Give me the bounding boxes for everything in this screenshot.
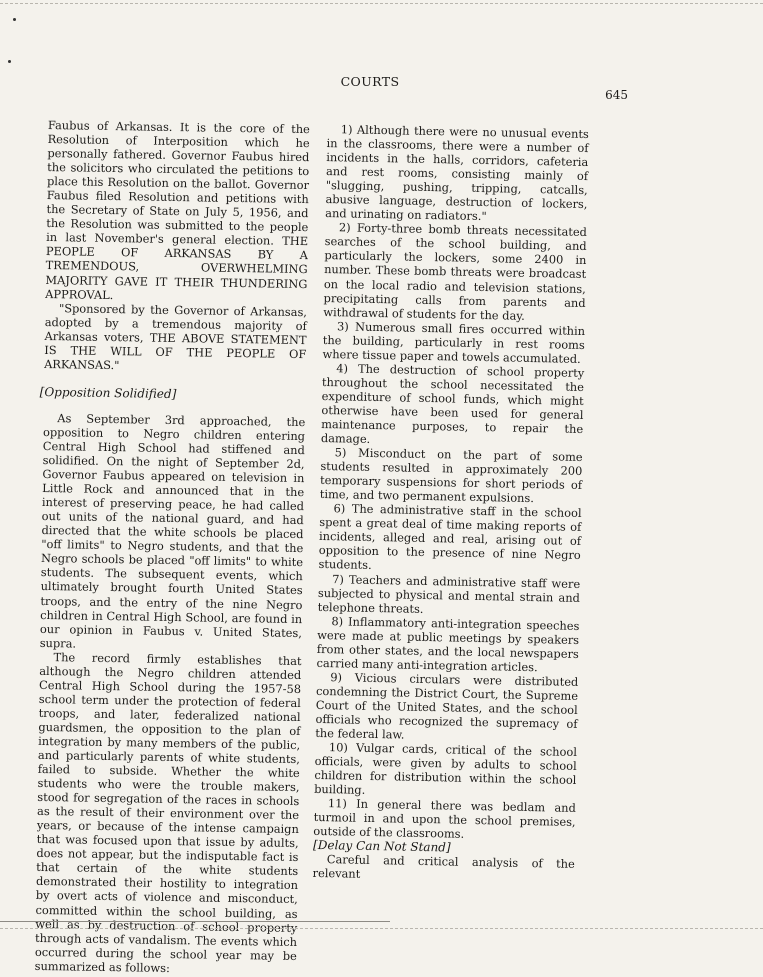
paragraph: "Sponsored by the Governor of Arkansas, adopted by a tremendous majority of Arkansas voters, THE ABOVE STATEMENT IS THE WILL OF THE PEOPLE OF ARKANSAS.": [44, 300, 308, 372]
list-item: 4) The destruction of school property throughout the school necessitated the expenditure of school funds, which might otherwise have been used for general maintenance purposes, to repair the damage.: [320, 361, 585, 446]
list-item: 9) Vicious circulars were distributed condemning the District Court, the Supreme Court of the United States, and the school officials who recognized the supremacy of the federal law.: [315, 669, 579, 742]
section-heading: [Opposition Solidified]: [39, 384, 177, 401]
page-number: 645: [605, 88, 628, 102]
running-head: COURTS: [340, 74, 400, 89]
list-item: 7) Teachers and administrative staff were subjected to physical and mental strain and telephone threats.: [317, 571, 581, 616]
list-item: 2) Forty-three bomb threats necessitated searches of the school building, and particularly the lockers, some 2400 in number. These bomb threats were broadcast on the local radio and television stations, precipitating calls from parents and withdrawal of students for the day.: [323, 220, 588, 323]
section-heading: [Delay Can Not Stand]: [312, 838, 451, 855]
list-item: 6) The administrative staff in the school spent a great deal of time making reports of incidents, alleged and real, arising out of opposition to the presence of nine Negro students.: [318, 501, 582, 573]
list-item: 3) Numerous small fires occurred within the building, particularly in rest rooms where tissue paper and towels accumulated.: [322, 318, 586, 366]
list-item: 1) Although there were no unusual events in the classrooms, there were a number of incidents in the halls, corridors, cafeteria and rest rooms, consisting mainly of "slugging, pushing, tripping, catcalls, abusive language, destruction of lockers, and urinating on radiators.": [325, 122, 589, 224]
paragraph: Careful and critical analysis of the relevant: [312, 852, 575, 882]
scan-speck: [13, 18, 16, 21]
paragraph: Faubus of Arkansas. It is the core of the Resolution of Interposition which he personally fathered. Governor Faubus hired the solicitors who circulated the petitions to place this Resolution on the ballot. Governor Faubus filed Resolution and petitions with the Secretary of State on July 5, 1956, and the Resolution was submitted to the people in last November's general election. THE PEOPLE OF ARKANSAS BY A TREMENDOUS, OVERWHELMING MAJORITY GAVE IT THEIR THUNDERING APPROVAL.: [45, 118, 310, 302]
paragraph: The record firmly establishes that although the Negro children attended Central High School during the 1957-58 school term under the protection of federal troops, and later, federalized national guardsmen, the opposition to the plan of integration by many members of the public, and particularly parents of white students, failed to subside. Whether the white students who were the trouble makers, stood for segregation of the races in schools as the result of their environment over the years, or because of the intense campaign that was focused upon that issue by adults, does not appear, but the indisputable fact is that certain of the white students demonstrated their hostility to integration by overt acts of violence and misconduct, committed within the school building, as well as by destruction of school property through acts of vandalism. The events which occurred during the school year may be summarized as follows:: [34, 649, 302, 975]
list-item: 11) In general there was bedlam and turmoil in and upon the school premises, outside of the classrooms.: [313, 796, 577, 842]
list-item: 10) Vulgar cards, critical of the school officials, were given by adults to school children for distribution within the school building.: [314, 740, 578, 798]
right-column: [312, 122, 589, 885]
bottom-rule: [0, 921, 390, 922]
paragraph: As September 3rd approached, the opposition to Negro children entering Central High School had stiffened and solidified. On the night of September 2d, Governor Faubus appeared on television in Little Rock and announced that in the interest of preserving peace, he had called out units of the national guard, and had directed that the white schools be placed "off limits" to Negro students, and that the Negro schools be placed "off limits" to white students. The subsequent events, which ultimately brought fourth United States troops, and the entry of the nine Negro children in Central High School, are found in our opinion in Faubus v. United States, supra.: [39, 411, 306, 651]
scan-bottom-border: [0, 928, 763, 929]
scan-speck: [8, 60, 11, 63]
list-item: 8) Inflammatory anti-integration speeches were made at public meetings by speakers from other states, and the local newspapers carried many anti-integration articles.: [316, 613, 580, 674]
list-item: 5) Misconduct on the part of some students resulted in approximately 200 temporary suspensions for short periods of time, and two permanent expulsions.: [319, 445, 583, 506]
left-column: [35, 118, 310, 977]
scan-top-border: [0, 3, 763, 4]
